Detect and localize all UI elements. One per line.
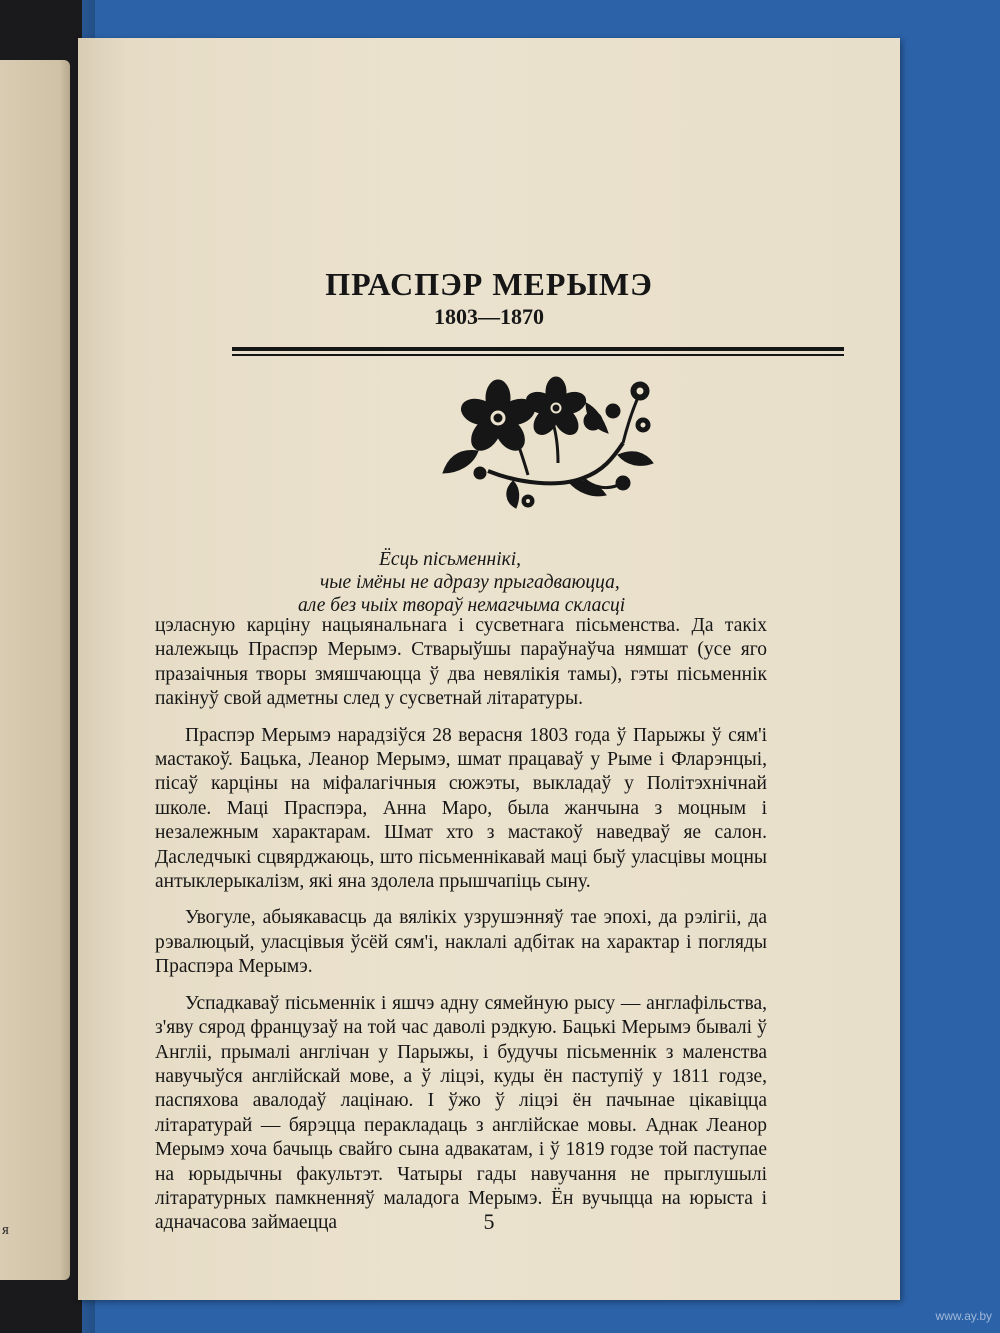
epigraph-line-1: Ёсць пісьменнікі, xyxy=(379,549,522,570)
epigraph-line-2: чые імёны не адразу прыгадваюцца, xyxy=(320,572,620,593)
paragraph-2: Праспэр Мерымэ нарадзіўся 28 верасня 1803 года ў Парыжы ў сям'і мастакоў. Бацька, Леанор Мерымэ, шмат працаваў у Рыме і Фларэнцыі, пісаў карціны на міфалагічныя сюжэты, выкладаў у Політэхнічнай школе. Маці Праспэра, Анна Маро, была жанчына з моцным і незалежным характарам. Шмат хто з мастакоў наведваў яе салон. Даследчыкі сцвярджаюць, што пісьменнікавай маці быў уласцівы моцны антыклерыкалізм, які яна здолела прышчапіць сыну. xyxy=(155,724,767,893)
paragraph-1: цэласную карціну нацыянальнага і сусветнага пісьменства. Да такіх належыць Праспэр Мерымэ. Стварыўшы параўнаўча нямшат (усе яго празаічныя творы змяшчаюцца ў два невялікія тамы), гэты пісьменнік пакінуў свой адметны след у сусветнай літаратуры. xyxy=(155,615,767,710)
page-number: 5 xyxy=(483,1209,495,1234)
author-dates: 1803—1870 xyxy=(434,304,544,329)
previous-page-edge xyxy=(0,60,70,1280)
paragraph-4: Успадкаваў пісьменнік і яшчэ адну сямейную рысу — англафільства, з'яву сярод французаў на той час даволі рэдкую. Бацькі Мерымэ бывалі ў Англіі, прымалі англічан у Парыжы, і будучы пісьменнік з маленства навучыўся англійскай мове, а ў ліцэі, куды ён паступіў у 1811 годзе, паспяхова авалодаў лацінаю. І ўжо ў ліцэі ён пачынае цікавіцца літаратурай — бярэцца перакладаць з англійскае мовы. Аднак Леанор Мерымэ хоча бачыць свайго сына адвакатам, і ў 1819 годзе той паступае на юрыдычны факультэт. Чатыры гады навучання не прыглушылі літаратурных памкненняў маладога Мерымэ. Ён вучыцца на юрыста і адначасова займаецца xyxy=(155,992,767,1234)
chapter-title: ПРАСПЭР МЕРЫМЭ xyxy=(325,266,653,302)
title-rule-thick xyxy=(232,347,844,351)
body-text xyxy=(155,614,767,1248)
watermark: www.ay.by xyxy=(935,1309,992,1323)
paragraph-3: Увогуле, абыякавасць да вялікіх узрушэнняў тае эпохі, да рэлігіі, да рэвалюцый, уласцівыя ўсёй сям'і, наклалі адбітак на характар і погляды Праспэра Мерымэ. xyxy=(155,907,767,978)
title-rule-thin xyxy=(232,354,844,356)
floral-branch-ornament-icon xyxy=(418,363,668,513)
epigraph-line-3: але без чыіх твораў немагчыма скласці xyxy=(298,595,626,616)
previous-page-letter: я xyxy=(2,1222,9,1238)
